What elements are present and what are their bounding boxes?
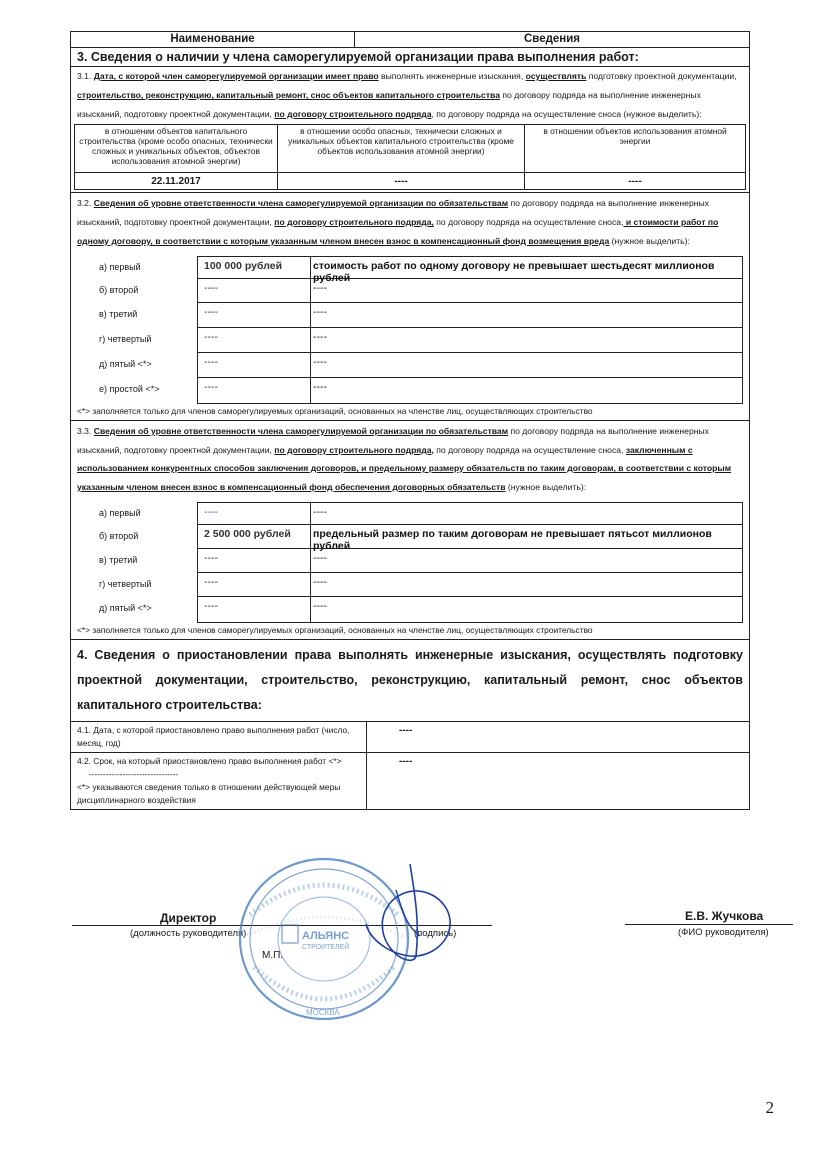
p31-value-3: ---- [525, 173, 746, 190]
s4-row-2 [71, 753, 749, 809]
p33-row-2: б) второй 2 500 000 рублей предельный размер по таким договорам не превышает пятьсот миллионов рублей [71, 525, 749, 549]
p33-levels [71, 496, 749, 623]
p32-row-2: б) второй ---- ---- [71, 279, 749, 303]
section-3-3 [71, 421, 749, 640]
p31-table [74, 124, 746, 190]
p33-row-1: а) первый ---- ---- [71, 502, 749, 525]
p32-row-6: е) простой <*> ---- ---- [71, 378, 749, 404]
s4-row-1 [71, 722, 749, 753]
svg-text:МОСКВА: МОСКВА [306, 1008, 340, 1017]
stamp-place-label: М.П. [262, 950, 284, 961]
p32-text: 3.2. Сведения об уровне ответственности члена саморегулируемой организации по обязательствам по договору подряда на выполнение инженерных изысканий, подготовку проектной документации, по договору строительного подряда, по договору подряда на осуществление сноса, и стоимости работ по одному договору, в соответствии с которым указанным членом внесен взнос в компенсационный фонд возмещения вреда (нужное выделить): [77, 198, 719, 246]
s4-row-2-value: ---- [399, 756, 413, 767]
p32-row-1: а) первый 100 000 рублей стоимость работ по одному договору не превышает шестьдесят миллионов рублей [71, 256, 749, 279]
p31-text: 3.1. Дата, с которой член саморегулируемой организации имеет право выполнять инженерные изыскания, осуществлять подготовку проектной документации, строительство, реконструкцию, капитальный ремонт, снос объектов капитального строительства по договору подряда на выполнение инженерных изысканий, подготовку проектной документации, по договору строительного подряда, по договору подряда на осуществление сноса (нужное выделить): [77, 71, 737, 119]
section-3-title: 3. Сведения о наличии у члена саморегулируемой организации права выполнения работ: [71, 48, 749, 67]
s4-row-1-value: ---- [399, 725, 413, 736]
section-3-1 [71, 67, 749, 193]
p33-row-3: в) третий ---- ---- [71, 549, 749, 573]
p31-value-1: 22.11.2017 [75, 173, 278, 190]
position-caption: (должность руководителя) [130, 928, 247, 939]
p33-row-5: д) пятый <*> ---- ---- [71, 597, 749, 623]
page-number: 2 [765, 1098, 774, 1117]
section-3-2 [71, 193, 749, 421]
p33-text: 3.3. Сведения об уровне ответственности члена саморегулируемой организации по обязательствам по договору подряда на выполнение инженерных изысканий, подготовку проектной документации, по договору строительного подряда, по договору подряда на осуществление сноса, заключенным с использованием конкурентных способов заключения договоров, и предельному размеру обязательств по таким договорам, в соответствии с которым указанным членом внесен взнос в компенсационный фонд обеспечения договорных обязательств (нужное выделить): [77, 426, 732, 492]
name-caption: (ФИО руководителя) [678, 927, 769, 938]
p32-row-3: в) третий ---- ---- [71, 303, 749, 328]
p31-col-3: в отношении объектов использования атомной энергии [525, 125, 746, 173]
signature-caption: (подпись) [414, 928, 457, 939]
s4-row-2-label: 4.2. Срок, на который приостановлено право выполнения работ <*> -------------------------------- <*> указываются сведения только в отношении действующей меры дисциплинарного воздействия [71, 753, 367, 809]
p31-col-1: в отношении объектов капитального строительства (кроме особо опасных, технически сложных и уникальных объектов, объектов использования атомной энергии) [75, 125, 278, 173]
p32-row-5: д) пятый <*> ---- ---- [71, 353, 749, 378]
p31-col-2: в отношении особо опасных, технически сложных и уникальных объектов капитального строительства (кроме объектов использования атомной энергии) [278, 125, 525, 173]
position-title: Директор [160, 911, 217, 925]
table-header [71, 32, 749, 48]
signature-line-right [625, 924, 793, 925]
p32-levels [71, 251, 749, 404]
p33-row-4: г) четвертый ---- ---- [71, 573, 749, 597]
svg-text:СТРОИТЕЛЕЙ: СТРОИТЕЛЕЙ [302, 944, 350, 951]
p32-row-4: г) четвертый ---- ---- [71, 328, 749, 353]
header-name: Наименование [71, 32, 355, 47]
handwritten-signature [340, 860, 460, 970]
p33-note: <*> заполняется только для членов саморегулируемых организаций, основанных на членстве лиц, осуществляющих строительство [77, 625, 593, 635]
director-name: Е.В. Жучкова [685, 909, 764, 923]
section-4-title: 4. Сведения о приостановлении права выполнять инженерные изыскания, осуществлять подготовку проектной документации, строительство, реконструкцию, капитальный ремонт, снос объектов капитального строительства: [71, 640, 749, 722]
document-table [70, 31, 750, 810]
svg-text:АЛЬЯНС: АЛЬЯНС [302, 930, 350, 942]
s4-row-1-label: 4.1. Дата, с которой приостановлено право выполнения работ (число, месяц, год) [71, 722, 367, 752]
p31-value-2: ---- [278, 173, 525, 190]
header-info: Сведения [523, 33, 581, 45]
p32-note: <*> заполняется только для членов саморегулируемых организаций, основанных на членстве лиц, осуществляющих строительство [77, 406, 593, 416]
